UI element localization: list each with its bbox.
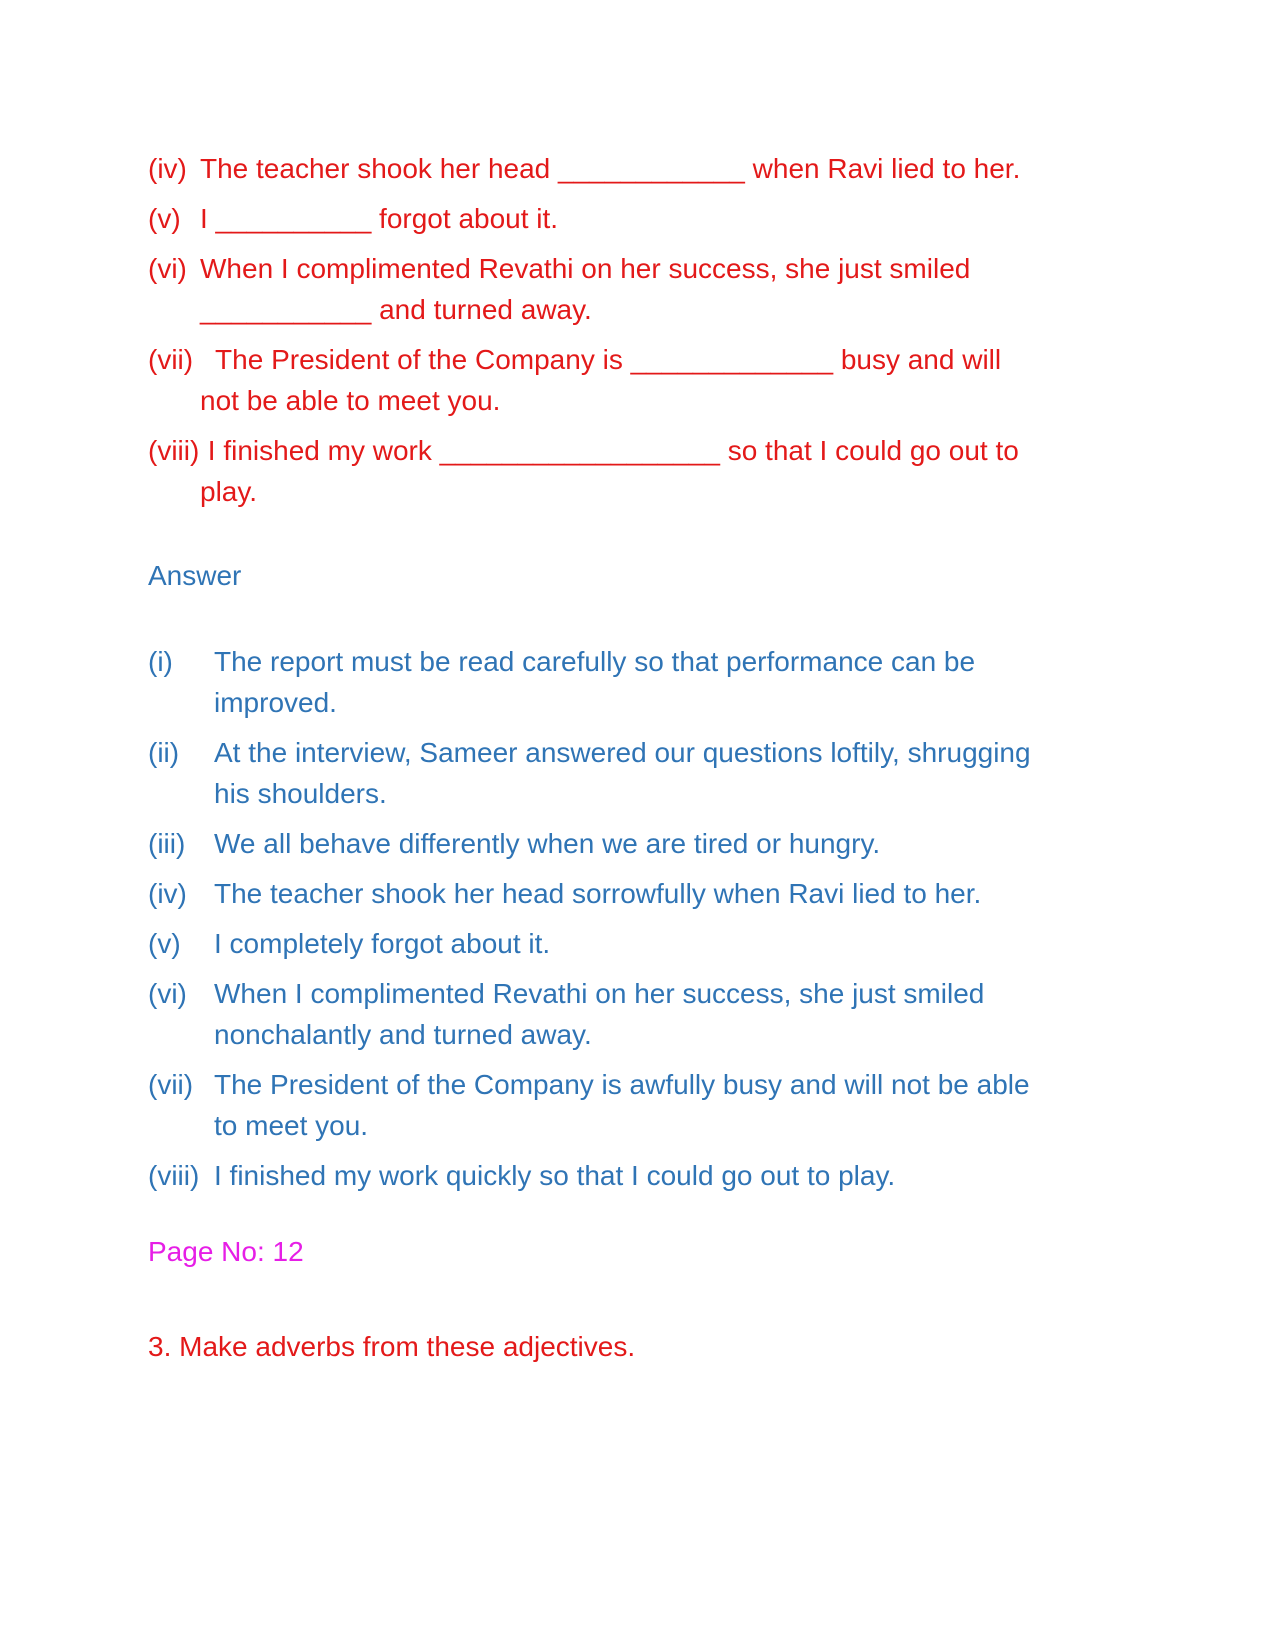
question-item: [148, 248, 1128, 330]
item-text: I finished my work quickly so that I could go out to play.: [214, 1160, 896, 1191]
answer-item: [148, 923, 1128, 964]
item-text: The teacher shook her head sorrowfully when Ravi lied to her.: [214, 878, 982, 909]
item-text: The teacher shook her head ____________ when Ravi lied to her.: [200, 153, 1021, 184]
item-number: (vi): [148, 253, 187, 284]
item-number: (iv): [148, 878, 187, 909]
item-text: I completely forgot about it.: [214, 928, 551, 959]
item-number: (i): [148, 646, 173, 677]
item-text: When I complimented Revathi on her success, she just smiled nonchalantly and turned away.: [214, 978, 985, 1050]
item-text: The President of the Company is awfully busy and will not be able to meet you.: [214, 1069, 1030, 1141]
page-number: Page No: 12: [148, 1236, 304, 1267]
item-text: The President of the Company is _____________ busy and will not be able to meet you.: [200, 344, 1002, 416]
item-text: At the interview, Sameer answered our questions loftily, shrugging his shoulders.: [214, 737, 1031, 809]
item-text: When I complimented Revathi on her success, she just smiled ___________ and turned away.: [200, 253, 971, 325]
item-number: (v): [148, 928, 181, 959]
answer-heading: Answer: [148, 560, 242, 591]
item-number: (vii): [148, 1069, 194, 1100]
answer-item: [148, 732, 1128, 814]
answer-item: [148, 641, 1128, 723]
item-text: I finished my work __________________ so that I could go out to play.: [200, 435, 1019, 507]
item-text: I __________ forgot about it.: [200, 203, 559, 234]
question-item: [148, 430, 1128, 512]
answer-item: [148, 1064, 1128, 1146]
item-text: We all behave differently when we are tired or hungry.: [214, 828, 881, 859]
question-item: [148, 198, 1128, 239]
exercise-title: 3. Make adverbs from these adjectives.: [148, 1331, 636, 1362]
item-number: (vi): [148, 978, 187, 1009]
item-number: (v): [148, 203, 181, 234]
item-number: (ii): [148, 737, 180, 768]
question-list: [148, 148, 1128, 512]
item-text: The report must be read carefully so that performance can be improved.: [214, 646, 976, 718]
question-item: [148, 148, 1128, 189]
item-number: (iii): [148, 828, 186, 859]
answer-item: [148, 823, 1128, 864]
item-number: (vii): [148, 344, 194, 375]
question-item: [148, 339, 1128, 421]
answer-item: [148, 1155, 1128, 1196]
answer-list: [148, 641, 1128, 1196]
item-number: (iv): [148, 153, 187, 184]
item-number: (viii): [148, 1160, 200, 1191]
item-number: (viii): [148, 435, 200, 466]
answer-item: [148, 973, 1128, 1055]
answer-item: [148, 873, 1128, 914]
